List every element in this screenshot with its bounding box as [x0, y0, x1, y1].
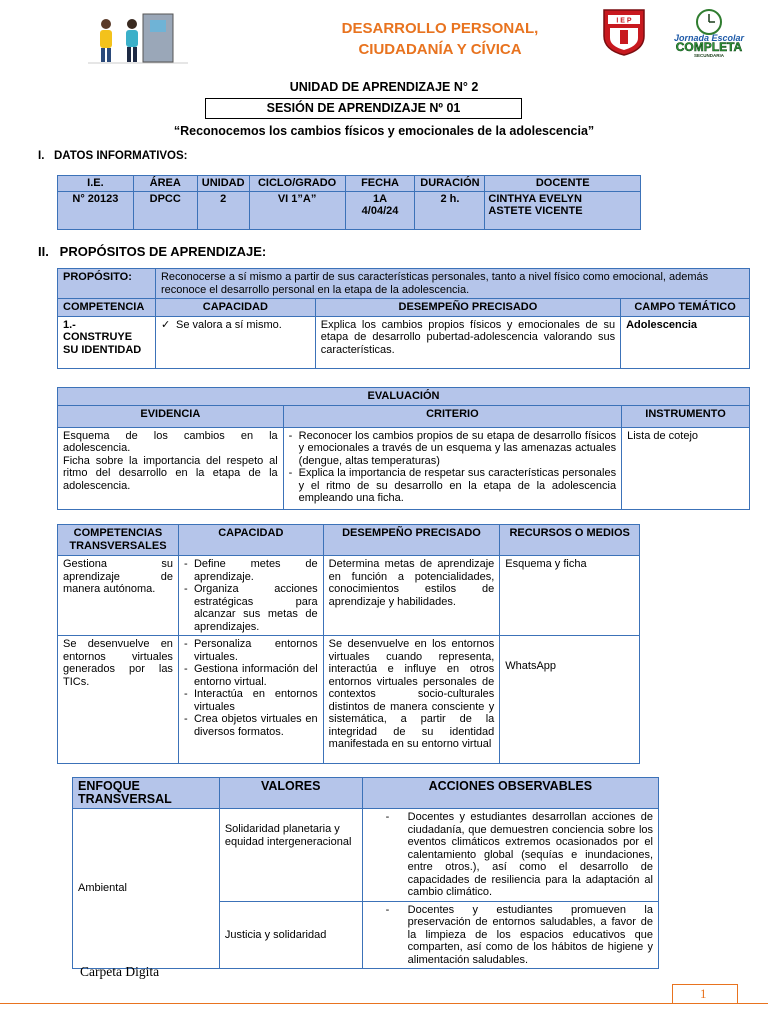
session-title: SESIÓN DE APRENDIZAJE Nº 01 — [205, 98, 522, 119]
propositos-header-row — [58, 299, 750, 317]
datos-header-ie: I.E. — [58, 176, 134, 192]
session-subtitle: “Reconocemos los cambios físicos y emocionales de la adolescencia” — [173, 124, 595, 138]
evaluacion-table — [57, 387, 750, 510]
header-trans-capacidad: CAPACIDAD — [178, 525, 323, 556]
trans-competencia-1: Gestiona su aprendizaje de manera autónoma. — [58, 556, 179, 636]
table-row — [58, 636, 640, 764]
list-item: - Interactúa en entornos virtuales — [184, 688, 318, 713]
table-row — [58, 556, 640, 636]
header-competencias-transversales: COMPETENCIAS TRANSVERSALES — [58, 525, 179, 556]
evidencia-2: Ficha sobre la importancia del respeto al ritmo del desarrollo en la etapa de la adolescencia. — [63, 454, 278, 492]
area-title-line1: DESARROLLO PERSONAL, — [341, 20, 539, 37]
competencia-line1: 1.- — [63, 318, 76, 331]
datos-area: DPCC — [133, 191, 197, 229]
evidencia-1: Esquema de los cambios en la adolescencia. — [63, 429, 278, 454]
desempeno-cell: Explica los cambios propios físicos y emocionales de su etapa de desarrollo pubertad-adolescencia valorando sus características. — [315, 316, 620, 368]
students-illustration — [88, 10, 188, 65]
transversales-table — [57, 524, 640, 764]
list-item: - Organiza acciones estratégicas para alcanzar sus metas de aprendizajes. — [184, 583, 318, 633]
competencia-cell — [58, 316, 156, 368]
check-icon: ✓ — [160, 318, 171, 331]
evaluacion-title: EVALUACIÓN — [58, 388, 750, 406]
iep-logo-text: I E P — [616, 17, 632, 25]
datos-table — [57, 175, 641, 230]
datos-duracion: 2 h. — [415, 191, 485, 229]
valor-1: Solidaridad planetaria y equidad intergeneracional — [219, 809, 362, 902]
proposito-text: Reconocerse a sí mismo a partir de sus características personales, tanto a nivel físico como emocional, además reconoce el desarrollo personal en la etapa de la adolescencia. — [155, 269, 749, 299]
header-enfoque: ENFOQUE TRANSVERSAL — [73, 778, 220, 809]
criterio-2: - Explica la importancia de respetar sus características personales y el ritmo de su desarrollo en la etapa de la adolescencia empleando una ficha. — [289, 467, 616, 505]
accion-2 — [362, 901, 658, 969]
proposito-row — [58, 269, 750, 299]
list-item: - Define metes de aprendizaje. — [184, 558, 318, 583]
datos-header-unidad: UNIDAD — [197, 176, 249, 192]
header-acciones: ACCIONES OBSERVABLES — [362, 778, 658, 809]
datos-header-duracion: DURACIÓN — [415, 176, 485, 192]
capacidad-text: Se valora a sí mismo. — [176, 318, 282, 331]
capacidad-cell — [155, 316, 315, 368]
propositos-table — [57, 268, 750, 369]
list-item: - Docentes y estudiantes desarrollan acciones de ciudadanía, que demuestren conciencia sobre los eventos climáticos extremos ocasionados por el calentamiento global (sequías e inundaciones, entre otros.), así como el desarrollo de capacidades de resiliencia para la adaptación al cambio climático. — [386, 811, 653, 899]
list-item: - Docentes y estudiantes promueven la preservación de entornos saludables, a favor de la limpieza de los espacios educativos que comparten, así como de los hábitos de higiene y alimentación saludables. — [386, 904, 653, 967]
datos-fecha — [345, 191, 415, 229]
datos-header-row — [58, 176, 641, 192]
header-evidencia: EVIDENCIA — [58, 405, 284, 427]
trans-desempeno-1: Determina metas de aprendizaje en función a potencialidades, conocimientos estilos de aprendizaje y habilidades. — [323, 556, 500, 636]
datos-fecha-line1: 1A — [372, 192, 388, 205]
instrumento-cell: Lista de cotejo — [622, 427, 750, 509]
datos-header-area: ÁREA — [133, 176, 197, 192]
competencia-line3: SU IDENTIDAD — [63, 343, 142, 356]
page-number: 1 — [700, 986, 707, 1001]
evaluacion-header-row — [58, 405, 750, 427]
evidencia-cell — [58, 427, 284, 509]
footer-line — [0, 1003, 768, 1004]
footer-text: Carpeta Digita — [80, 964, 160, 979]
accion-1 — [362, 809, 658, 902]
jec-logo-line3: SECUNDARIA — [693, 53, 725, 58]
jec-logo — [660, 8, 758, 58]
enfoque-header-row — [73, 778, 659, 809]
campo-cell: Adolescencia — [621, 316, 750, 368]
trans-desempeno-2: Se desenvuelve en los entornos virtuales cuando representa, interactúa e influye en otros entornos virtuales personales de contextos socio-culturales distintos de manera consciente y sistemática, a partir de la integridad de su identidad manifestada en su entorno virtual — [323, 636, 500, 764]
trans-capacidad-2 — [178, 636, 323, 764]
header-criterio: CRITERIO — [283, 405, 621, 427]
propositos-row — [58, 316, 750, 368]
datos-header-docente: DOCENTE — [485, 176, 641, 192]
header-valores: VALORES — [219, 778, 362, 809]
transversales-header-row — [58, 525, 640, 556]
datos-ciclo: VI 1”A” — [249, 191, 345, 229]
enfoque-table — [72, 777, 659, 969]
header-desempeno: DESEMPEÑO PRECISADO — [315, 299, 620, 317]
trans-competencia-2: Se desenvuelve en entornos virtuales generados por las TICs. — [58, 636, 179, 764]
clock-icon — [660, 8, 758, 58]
area-title — [300, 18, 580, 60]
proposito-label: PROPÓSITO: — [58, 269, 156, 299]
criterio-1: - Reconocer los cambios propios de su etapa de desarrollo físicos y emocionales a través de un esquema y las amenazas actuales (dengue, altas temperaturas) — [289, 430, 616, 468]
competencia-line2: CONSTRUYE — [63, 331, 133, 343]
datos-docente-line2: ASTETE VICENTE — [488, 205, 583, 217]
section-propositos-heading: II. PROPÓSITOS DE APRENDIZAJE: — [38, 244, 267, 259]
list-item: - Crea objetos virtuales en diversos formatos. — [184, 713, 318, 738]
datos-header-ciclo: CICLO/GRADO — [249, 176, 345, 192]
trans-capacidad-1 — [178, 556, 323, 636]
datos-unidad: 2 — [197, 191, 249, 229]
unit-title: UNIDAD DE APRENDIZAJE N° 2 — [289, 80, 479, 94]
datos-docente — [485, 191, 641, 229]
header-competencia: COMPETENCIA — [58, 299, 156, 317]
datos-fecha-line2: 4/04/24 — [361, 205, 399, 217]
evaluacion-title-row — [58, 388, 750, 406]
area-title-line2: CIUDADANÍA Y CÍVICA — [358, 41, 522, 58]
header-campo: CAMPO TEMÁTICO — [621, 299, 750, 317]
valor-2: Justicia y solidaridad — [219, 901, 362, 969]
enfoque-ambiental: Ambiental — [73, 809, 220, 969]
criterio-cell — [283, 427, 621, 509]
datos-docente-line1: CINTHYA EVELYN — [488, 192, 582, 205]
datos-value-row — [58, 191, 641, 229]
table-row — [73, 809, 659, 902]
header-instrumento: INSTRUMENTO — [622, 405, 750, 427]
header-recursos: RECURSOS O MEDIOS — [500, 525, 640, 556]
header-capacidad: CAPACIDAD — [155, 299, 315, 317]
list-item: - Gestiona información del entorno virtual. — [184, 663, 318, 688]
section-datos-heading: I. DATOS INFORMATIVOS: — [38, 150, 188, 162]
datos-ie: N° 20123 — [58, 191, 134, 229]
header-trans-desempeno: DESEMPEÑO PRECISADO — [323, 525, 500, 556]
datos-header-fecha: FECHA — [345, 176, 415, 192]
jec-logo-line1: Jornada Escolar — [673, 33, 745, 43]
evaluacion-row — [58, 427, 750, 509]
iep-logo — [600, 8, 648, 56]
trans-recursos-1: Esquema y ficha — [500, 556, 640, 636]
list-item: - Personaliza entornos virtuales. — [184, 638, 318, 663]
trans-recursos-2: WhatsApp — [500, 636, 640, 764]
jec-logo-line2: COMPLETA — [675, 40, 743, 54]
